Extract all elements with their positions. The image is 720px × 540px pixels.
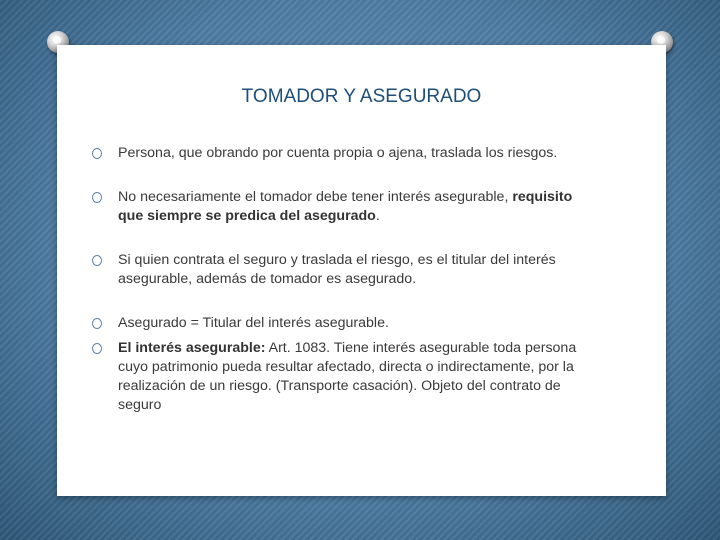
bullet-circle-icon [92, 318, 102, 329]
bullet-item [92, 188, 582, 226]
bullet-item [92, 314, 582, 333]
bullet-item [92, 339, 582, 415]
bullet-text: Art. 1083. Tiene interés asegurable toda persona cuyo patrimonio pueda resultar afectado, directa o indirectamente, por la realización de un riesgo. (Transporte casación). Objeto del contrato de seguro [118, 340, 577, 413]
bullet-bold-text: El interés asegurable: [118, 340, 266, 356]
bullet-text: Si quien contrata el seguro y traslada el riesgo, es el titular del interés asegurable, además de tomador es asegurado. [118, 252, 556, 287]
bullet-item [92, 144, 582, 163]
bullet-text: Asegurado = Titular del interés asegurable. [118, 315, 389, 331]
bullet-list [92, 144, 582, 415]
bullet-circle-icon [92, 192, 102, 203]
bullet-circle-icon [92, 255, 102, 266]
slide-title: TOMADOR Y ASEGURADO [241, 86, 482, 107]
bullet-tail-text: . [375, 208, 380, 224]
bullet-text: Persona, que obrando por cuenta propia o ajena, traslada los riesgos. [118, 145, 558, 161]
bullet-circle-icon [92, 343, 102, 354]
bullet-circle-icon [92, 148, 102, 159]
bullet-item [92, 251, 582, 289]
bullet-bold-text: requisito que siempre se predica del asegurado [118, 189, 573, 224]
bullet-text: No necesariamente el tomador debe tener interés asegurable, [118, 189, 513, 205]
